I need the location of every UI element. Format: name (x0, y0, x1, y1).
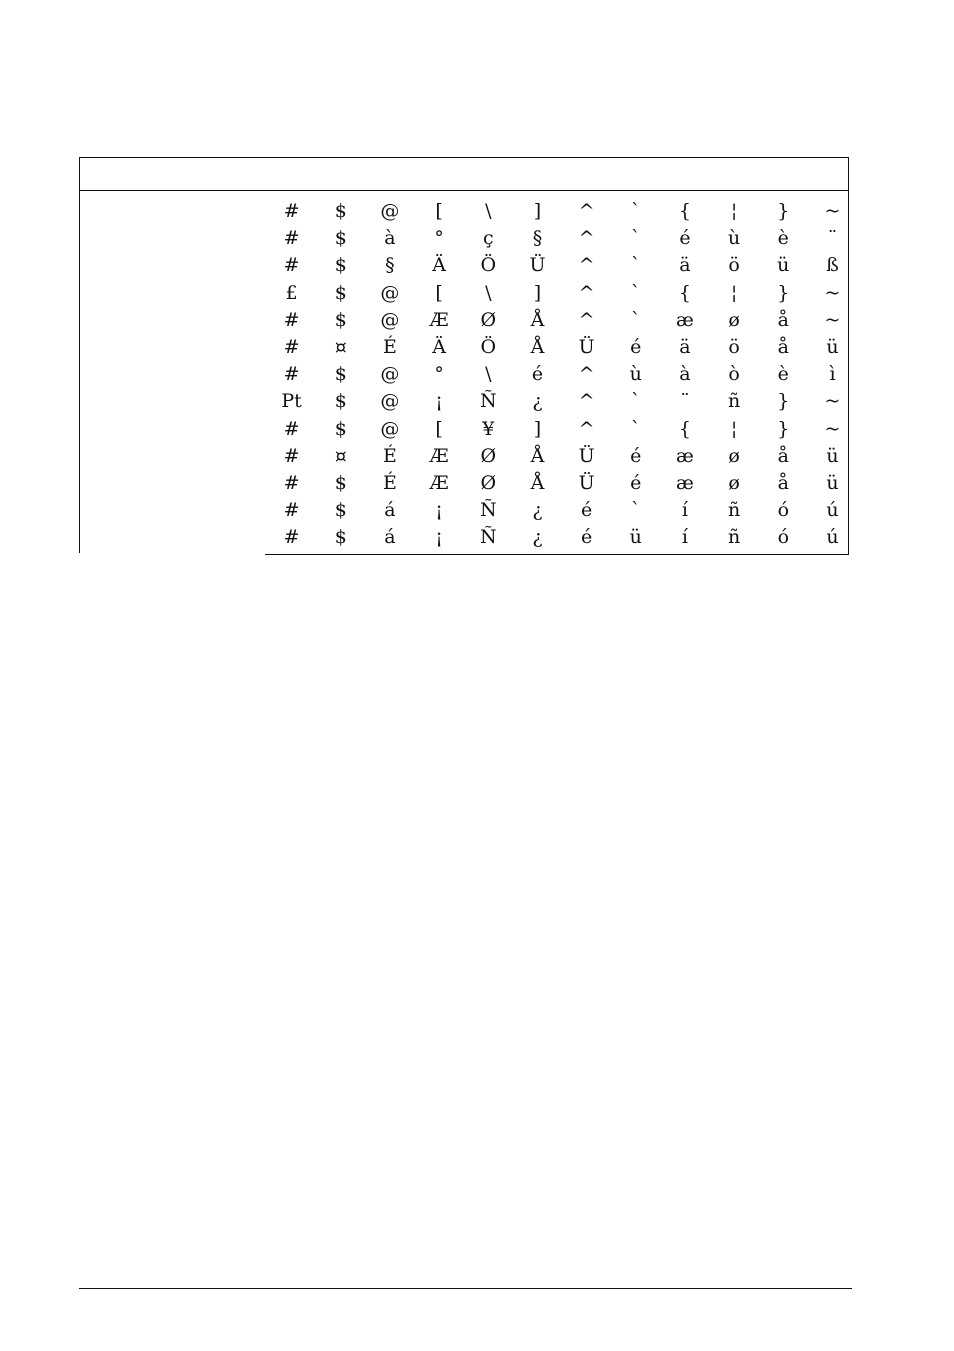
character-cell: ` (631, 281, 641, 304)
character-cell: $ (334, 200, 347, 222)
character-cell: [ (435, 417, 443, 440)
character-cell: ¿ (532, 526, 543, 549)
character-cell: ` (631, 254, 641, 277)
character-cell: ü (826, 335, 839, 358)
character-cell: è (777, 227, 789, 250)
character-cell: ø (728, 471, 740, 494)
character-cell: Ü (578, 471, 595, 494)
character-cell: $ (334, 526, 347, 549)
table-bottom-gap (79, 553, 265, 557)
character-cell: Pt (281, 390, 302, 413)
character-cell: Ñ (479, 526, 497, 549)
character-cell: á (384, 499, 396, 522)
character-cell: # (283, 200, 300, 222)
character-cell: à (384, 227, 396, 250)
character-cell: ß (826, 254, 839, 277)
character-cell: § (385, 254, 395, 277)
character-cell: Æ (429, 471, 449, 494)
character-cell: É (382, 444, 397, 467)
character-cell: é (580, 499, 593, 522)
character-cell: { (678, 200, 691, 222)
character-cell: É (382, 335, 397, 358)
character-cell: Æ (429, 308, 449, 331)
character-cell: # (283, 335, 300, 358)
table-row (267, 225, 857, 252)
character-cell: # (283, 363, 300, 386)
character-cell: ^ (578, 417, 595, 440)
table-row (267, 198, 857, 225)
character-cell: ú (826, 526, 839, 549)
character-cell: @ (380, 363, 400, 386)
character-cell: Å (530, 308, 545, 331)
character-cell: $ (334, 308, 347, 331)
table-row (267, 307, 857, 334)
character-cell: Å (530, 471, 545, 494)
character-cell: # (283, 227, 300, 250)
character-cell: # (283, 308, 300, 331)
character-cell: Ä (432, 254, 446, 277)
character-cell: ~ (824, 308, 841, 331)
character-cell: ü (629, 526, 642, 549)
character-cell: é (630, 444, 642, 467)
table-row (267, 334, 857, 361)
character-cell: { (678, 417, 691, 440)
character-cell: $ (334, 363, 347, 386)
character-cell: ° (434, 363, 444, 386)
character-cell: ó (777, 526, 790, 549)
table-row (267, 443, 857, 470)
table-row (267, 524, 857, 551)
character-cell: ¦ (730, 200, 738, 222)
character-cell: ¡ (435, 526, 443, 549)
character-cell: Ü (529, 254, 546, 277)
character-cell: ` (631, 308, 641, 331)
character-cell: # (283, 471, 300, 494)
character-cell: ñ (728, 390, 741, 413)
character-cell: # (283, 526, 300, 549)
character-cell: [ (435, 281, 443, 304)
character-cell: ^ (578, 227, 595, 250)
character-cell: ü (826, 471, 839, 494)
character-cell: ^ (578, 390, 595, 413)
character-cell: @ (380, 308, 400, 331)
character-cell: é (630, 335, 642, 358)
table-row (267, 388, 857, 415)
character-cell: ¦ (730, 281, 738, 304)
character-cell: $ (334, 471, 347, 494)
character-cell: Ü (578, 444, 595, 467)
character-cell: \ (485, 200, 492, 222)
character-cell: # (283, 499, 300, 522)
character-cell: ö (728, 335, 740, 358)
table-row (267, 280, 857, 307)
character-cell: Æ (429, 444, 449, 467)
character-cell: ^ (578, 363, 595, 386)
character-cell: ù (728, 227, 741, 250)
character-cell: ü (826, 444, 839, 467)
character-cell: ~ (824, 281, 841, 304)
character-cell: # (283, 444, 300, 467)
character-cell: ` (631, 390, 641, 413)
character-cell: ú (826, 499, 839, 522)
character-cell: $ (334, 281, 347, 304)
character-cell: $ (334, 254, 347, 277)
character-cell: å (777, 444, 789, 467)
table-row (267, 497, 857, 524)
character-cell: æ (676, 308, 694, 331)
footer-rule (79, 1288, 852, 1289)
character-cell: Ñ (479, 390, 497, 413)
character-cell: ø (728, 308, 740, 331)
character-cell: é (679, 227, 691, 250)
character-cell: ñ (728, 526, 741, 549)
character-cell: § (532, 227, 543, 250)
character-cell: ù (629, 363, 642, 386)
character-cell: ` (631, 417, 641, 440)
character-cell: Å (530, 444, 545, 467)
character-grid (267, 198, 857, 551)
character-cell: ¥ (482, 417, 495, 440)
table-row (267, 361, 857, 388)
character-cell: } (777, 200, 790, 222)
character-cell: Ö (480, 335, 497, 358)
character-cell: ] (533, 417, 542, 440)
character-cell: ^ (578, 308, 595, 331)
character-cell: ^ (578, 281, 595, 304)
character-cell: ö (728, 254, 740, 277)
character-cell: ° (434, 227, 444, 250)
character-cell: ] (533, 281, 542, 304)
character-cell: í (681, 499, 688, 522)
character-cell: ü (777, 254, 790, 277)
header-divider (80, 190, 848, 191)
character-cell: } (777, 281, 790, 304)
character-cell: $ (334, 390, 347, 413)
character-cell: } (777, 390, 790, 413)
character-cell: $ (334, 227, 347, 250)
character-cell: Ä (432, 335, 446, 358)
character-cell: É (382, 471, 397, 494)
table-row (267, 470, 857, 497)
table-row (267, 416, 857, 443)
character-cell: ~ (824, 417, 841, 440)
character-cell: @ (380, 200, 400, 222)
character-cell: ¡ (435, 390, 443, 413)
character-cell: £ (285, 281, 298, 304)
character-cell: å (777, 308, 789, 331)
table-row (267, 252, 857, 279)
character-cell: { (678, 281, 691, 304)
character-cell: ] (533, 200, 542, 222)
character-cell: ø (728, 444, 740, 467)
character-cell: ` (631, 499, 641, 522)
character-cell: # (283, 417, 300, 440)
character-cell: @ (380, 281, 400, 304)
character-cell: ä (679, 254, 691, 277)
character-cell: ~ (824, 390, 841, 413)
character-cell: $ (334, 499, 347, 522)
character-cell: @ (380, 417, 400, 440)
character-cell: ` (631, 200, 641, 222)
character-cell: [ (435, 200, 443, 222)
character-cell: å (777, 471, 789, 494)
character-cell: í (681, 526, 688, 549)
character-cell: ó (777, 499, 790, 522)
character-cell: ¤ (334, 444, 347, 467)
character-cell: ì (829, 363, 836, 386)
character-cell: ` (631, 227, 641, 250)
character-cell: á (384, 526, 396, 549)
character-cell: ^ (578, 254, 595, 277)
character-cell: ¦ (730, 417, 738, 440)
character-cell: \ (485, 281, 492, 304)
character-cell: ¨ (827, 227, 838, 250)
character-cell: Ø (480, 471, 497, 494)
character-cell: ò (728, 363, 740, 386)
character-cell: è (777, 363, 789, 386)
character-cell: ç (482, 227, 494, 250)
character-cell: ¤ (334, 335, 347, 358)
character-cell: \ (485, 363, 492, 386)
character-cell: Ö (480, 254, 497, 277)
character-cell: @ (380, 390, 400, 413)
character-cell: ¿ (532, 390, 543, 413)
character-cell: Ø (480, 308, 497, 331)
character-cell: ^ (578, 200, 595, 222)
character-cell: Ü (578, 335, 595, 358)
character-cell: Ñ (479, 499, 497, 522)
character-cell: ~ (824, 200, 841, 222)
character-cell: Å (530, 335, 545, 358)
character-cell: ¨ (680, 390, 690, 413)
character-cell: $ (334, 417, 347, 440)
character-cell: æ (676, 471, 694, 494)
character-cell: ¿ (532, 499, 543, 522)
character-cell: æ (676, 444, 694, 467)
character-cell: å (777, 335, 789, 358)
character-cell: # (283, 254, 300, 277)
character-cell: ä (679, 335, 691, 358)
character-cell: é (531, 363, 544, 386)
character-cell: ¡ (435, 499, 443, 522)
character-cell: à (679, 363, 691, 386)
character-cell: é (580, 526, 593, 549)
character-cell: Ø (480, 444, 497, 467)
character-cell: } (777, 417, 790, 440)
character-cell: ñ (728, 499, 741, 522)
character-cell: é (630, 471, 642, 494)
